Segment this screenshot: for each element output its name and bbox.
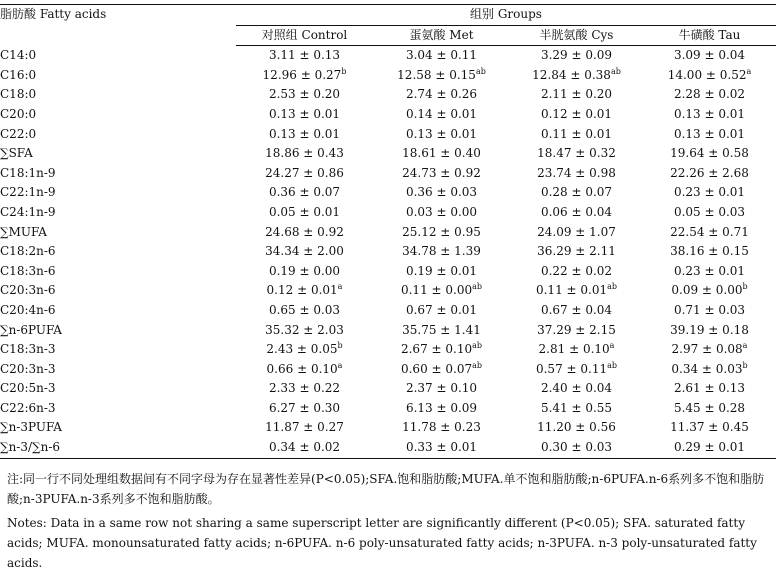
- fatty-acid-name: C18:3n-3: [0, 342, 56, 357]
- value-cell: [510, 183, 643, 203]
- table-row: [0, 66, 776, 86]
- fatty-acid-name: C16:0: [0, 67, 37, 82]
- table-row: [0, 301, 776, 321]
- table-row: [0, 46, 776, 66]
- cell-value: 0.13 ± 0.01: [268, 106, 341, 121]
- cell-value: 14.00 ± 0.52: [667, 67, 747, 82]
- table-body: [0, 46, 776, 458]
- cell-value: 0.11 ± 0.01: [535, 283, 608, 298]
- value-cell: [236, 399, 373, 419]
- cell-value: 0.57 ± 0.11: [535, 361, 608, 376]
- cell-value: 0.13 ± 0.01: [673, 106, 746, 121]
- value-cell: [236, 164, 373, 184]
- table-row: [0, 399, 776, 419]
- significance-letter: b: [742, 360, 748, 370]
- value-cell: [373, 242, 510, 262]
- table-row: [0, 203, 776, 223]
- value-cell: [643, 301, 776, 321]
- value-cell: [236, 340, 373, 360]
- value-cell: [643, 262, 776, 282]
- cell-value: 2.43 ± 0.05: [266, 342, 338, 357]
- value-cell: [373, 46, 510, 66]
- cell-value: 0.19 ± 0.00: [268, 263, 341, 278]
- fatty-acid-name: C18:3n-6: [0, 263, 56, 278]
- value-cell: [373, 321, 510, 341]
- cell-value: 0.13 ± 0.01: [673, 126, 746, 141]
- cell-value: 25.12 ± 0.95: [402, 224, 481, 239]
- value-cell: [643, 105, 776, 125]
- cell-value: 2.40 ± 0.04: [540, 381, 613, 396]
- fatty-acid-name: C18:0: [0, 87, 37, 102]
- value-cell: [373, 105, 510, 125]
- cell-value: 0.03 ± 0.00: [405, 204, 478, 219]
- column-header-cys: 半胱氨酸 Cys: [510, 25, 643, 46]
- table-row: [0, 418, 776, 438]
- cell-value: 2.74 ± 0.26: [405, 87, 478, 102]
- cell-value: 0.23 ± 0.01: [673, 263, 746, 278]
- table-notes: [7, 469, 771, 573]
- significance-letter: ab: [607, 282, 617, 292]
- cell-value: 2.33 ± 0.22: [268, 381, 341, 396]
- fatty-acid-name: C20:3n-3: [0, 361, 56, 376]
- value-cell: [373, 125, 510, 145]
- value-cell: [236, 203, 373, 223]
- value-cell: [643, 144, 776, 164]
- value-cell: [236, 46, 373, 66]
- value-cell: [373, 183, 510, 203]
- value-cell: [510, 66, 643, 86]
- cell-value: 24.68 ± 0.92: [265, 224, 344, 239]
- cell-value: 0.12 ± 0.01: [540, 106, 613, 121]
- cell-value: 0.05 ± 0.01: [268, 204, 341, 219]
- value-cell: [510, 379, 643, 399]
- value-cell: [236, 223, 373, 243]
- value-cell: [510, 203, 643, 223]
- value-cell: [236, 262, 373, 282]
- table-row: [0, 144, 776, 164]
- value-cell: [373, 262, 510, 282]
- value-cell: [510, 125, 643, 145]
- value-cell: [643, 281, 776, 301]
- cell-value: 0.36 ± 0.03: [405, 185, 478, 200]
- cell-value: 0.13 ± 0.01: [405, 126, 478, 141]
- cell-value: 0.11 ± 0.00: [400, 283, 473, 298]
- cell-value: 2.28 ± 0.02: [673, 87, 746, 102]
- value-cell: [236, 183, 373, 203]
- significance-letter: a: [609, 341, 615, 351]
- significance-letter: ab: [610, 66, 621, 76]
- header-fatty-acids: 脂肪酸 Fatty acids: [0, 5, 236, 46]
- note-chinese: 注:同一行不同处理组数据间有不同字母为存在显著性差异(P<0.05);SFA.饱和脂肪酸;MUFA.单不饱和脂肪酸;n-6PUFA.n-6系列多不饱和脂肪酸;n-3PUFA.n-3系列多不饱和脂肪酸。: [7, 472, 765, 506]
- table-row: [0, 379, 776, 399]
- cell-value: 0.34 ± 0.02: [268, 440, 341, 455]
- cell-value: 24.27 ± 0.86: [265, 165, 344, 180]
- cell-value: 34.78 ± 1.39: [402, 244, 481, 259]
- significance-letter: a: [337, 282, 343, 292]
- value-cell: [236, 144, 373, 164]
- cell-value: 0.11 ± 0.01: [540, 126, 613, 141]
- cell-value: 34.34 ± 2.00: [265, 244, 344, 259]
- significance-letter: ab: [472, 341, 482, 351]
- cell-value: 0.09 ± 0.00: [671, 283, 743, 298]
- value-cell: [643, 418, 776, 438]
- value-cell: [236, 438, 373, 458]
- cell-value: 0.67 ± 0.04: [540, 302, 613, 317]
- fatty-acid-name: C22:1n-9: [0, 185, 56, 200]
- table-row: [0, 360, 776, 380]
- significance-letter: a: [746, 66, 752, 76]
- cell-value: 18.61 ± 0.40: [402, 146, 481, 161]
- fatty-acid-name: ∑n-6PUFA: [0, 322, 62, 337]
- fatty-acid-name: C20:3n-6: [0, 283, 56, 298]
- value-cell: [643, 360, 776, 380]
- table-row: [0, 242, 776, 262]
- fatty-acid-name: ∑n-3/∑n-6: [0, 438, 236, 458]
- cell-value: 0.30 ± 0.03: [540, 440, 613, 455]
- cell-value: 0.28 ± 0.07: [540, 185, 613, 200]
- cell-value: 0.60 ± 0.07: [400, 361, 473, 376]
- cell-value: 12.96 ± 0.27: [262, 67, 342, 82]
- cell-value: 5.45 ± 0.28: [673, 400, 746, 415]
- value-cell: [510, 321, 643, 341]
- cell-value: 22.26 ± 2.68: [670, 165, 749, 180]
- value-cell: [643, 46, 776, 66]
- table-row: [0, 262, 776, 282]
- cell-value: 18.47 ± 0.32: [537, 146, 616, 161]
- value-cell: [373, 203, 510, 223]
- value-cell: [643, 125, 776, 145]
- value-cell: [643, 203, 776, 223]
- cell-value: 3.09 ± 0.04: [673, 48, 746, 63]
- value-cell: [236, 242, 373, 262]
- value-cell: [643, 399, 776, 419]
- cell-value: 19.64 ± 0.58: [670, 146, 749, 161]
- fatty-acid-name: ∑SFA: [0, 146, 33, 161]
- cell-value: 3.11 ± 0.13: [268, 48, 341, 63]
- value-cell: [643, 183, 776, 203]
- cell-value: 0.13 ± 0.01: [268, 126, 341, 141]
- cell-value: 11.78 ± 0.23: [402, 420, 481, 435]
- value-cell: [510, 301, 643, 321]
- cell-value: 23.74 ± 0.98: [537, 165, 616, 180]
- value-cell: [510, 438, 643, 458]
- significance-letter: ab: [472, 360, 482, 370]
- value-cell: [236, 379, 373, 399]
- value-cell: [373, 281, 510, 301]
- fatty-acid-name: C20:4n-6: [0, 302, 56, 317]
- value-cell: [510, 242, 643, 262]
- cell-value: 2.53 ± 0.20: [268, 87, 341, 102]
- value-cell: [510, 85, 643, 105]
- value-cell: [510, 144, 643, 164]
- value-cell: [643, 379, 776, 399]
- fatty-acid-name: C14:0: [0, 47, 37, 62]
- value-cell: [510, 399, 643, 419]
- cell-value: 39.19 ± 0.18: [670, 322, 749, 337]
- fatty-acid-name: C20:5n-3: [0, 381, 56, 396]
- cell-value: 0.06 ± 0.04: [540, 204, 613, 219]
- table-row: [0, 223, 776, 243]
- column-header-tau: 牛磺酸 Tau: [643, 25, 776, 46]
- cell-value: 2.37 ± 0.10: [405, 381, 478, 396]
- cell-value: 35.32 ± 2.03: [265, 322, 344, 337]
- cell-value: 12.84 ± 0.38: [532, 67, 611, 82]
- cell-value: 0.05 ± 0.03: [673, 204, 746, 219]
- cell-value: 24.09 ± 1.07: [537, 224, 616, 239]
- value-cell: [510, 262, 643, 282]
- value-cell: [643, 223, 776, 243]
- table-row: [0, 321, 776, 341]
- cell-value: 0.23 ± 0.01: [673, 185, 746, 200]
- value-cell: [510, 281, 643, 301]
- value-cell: [373, 164, 510, 184]
- cell-value: 0.34 ± 0.03: [671, 361, 743, 376]
- value-cell: [236, 360, 373, 380]
- cell-value: 0.29 ± 0.01: [673, 440, 746, 455]
- fatty-acid-name: C22:6n-3: [0, 400, 56, 415]
- cell-value: 6.13 ± 0.09: [405, 400, 478, 415]
- value-cell: [373, 399, 510, 419]
- cell-value: 6.27 ± 0.30: [268, 400, 341, 415]
- cell-value: 0.12 ± 0.01: [266, 283, 338, 298]
- value-cell: [236, 418, 373, 438]
- value-cell: [236, 281, 373, 301]
- cell-value: 0.66 ± 0.10: [266, 361, 338, 376]
- significance-letter: b: [337, 341, 343, 351]
- cell-value: 2.61 ± 0.13: [673, 381, 746, 396]
- cell-value: 2.67 ± 0.10: [400, 342, 473, 357]
- value-cell: [643, 321, 776, 341]
- fatty-acid-name: C18:1n-9: [0, 165, 56, 180]
- cell-value: 3.04 ± 0.11: [405, 48, 478, 63]
- value-cell: [643, 242, 776, 262]
- significance-letter: b: [341, 66, 347, 76]
- cell-value: 0.71 ± 0.03: [673, 302, 746, 317]
- table-row: [0, 85, 776, 105]
- value-cell: [236, 85, 373, 105]
- value-cell: [373, 66, 510, 86]
- fatty-acid-name: C20:0: [0, 106, 37, 121]
- value-cell: [373, 144, 510, 164]
- value-cell: [643, 66, 776, 86]
- cell-value: 37.29 ± 2.15: [537, 322, 616, 337]
- cell-value: 2.11 ± 0.20: [540, 87, 613, 102]
- value-cell: [510, 46, 643, 66]
- header-groups: 组别 Groups: [236, 5, 776, 26]
- cell-value: 3.29 ± 0.09: [540, 48, 613, 63]
- value-cell: [373, 360, 510, 380]
- value-cell: [236, 105, 373, 125]
- value-cell: [236, 125, 373, 145]
- cell-value: 0.36 ± 0.07: [268, 185, 341, 200]
- cell-value: 12.58 ± 0.15: [397, 67, 476, 82]
- fatty-acid-name: C18:2n-6: [0, 244, 56, 259]
- fatty-acid-name: ∑n-3PUFA: [0, 420, 62, 435]
- value-cell: [373, 85, 510, 105]
- table-row: [0, 164, 776, 184]
- table-row: [0, 340, 776, 360]
- value-cell: [236, 301, 373, 321]
- column-header-met: 蛋氨酸 Met: [373, 25, 510, 46]
- cell-value: 22.54 ± 0.71: [670, 224, 749, 239]
- significance-letter: a: [337, 360, 343, 370]
- significance-letter: ab: [472, 282, 482, 292]
- fatty-acid-name: C24:1n-9: [0, 204, 56, 219]
- fatty-acid-name: C22:0: [0, 126, 37, 141]
- significance-letter: ab: [607, 360, 617, 370]
- note-english: Notes: Data in a same row not sharing a same superscript letter are significantly different (P<0.05); SFA. saturated fatty acids; MUFA. monounsaturated fatty acids; n-6PUFA. n-6 poly-unsaturated fatty acids; n-3PUFA. n-3 poly-unsaturated fatty acids.: [7, 516, 757, 570]
- cell-value: 0.14 ± 0.01: [405, 106, 478, 121]
- value-cell: [236, 321, 373, 341]
- cell-value: 2.97 ± 0.08: [671, 342, 743, 357]
- cell-value: 11.37 ± 0.45: [670, 420, 749, 435]
- table-row: [0, 438, 776, 458]
- cell-value: 36.29 ± 2.11: [537, 244, 616, 259]
- table-row: [0, 125, 776, 145]
- significance-letter: a: [742, 341, 748, 351]
- value-cell: [510, 360, 643, 380]
- table-row: [0, 105, 776, 125]
- value-cell: [373, 418, 510, 438]
- table-row: [0, 281, 776, 301]
- cell-value: 0.67 ± 0.01: [405, 302, 478, 317]
- value-cell: [373, 438, 510, 458]
- cell-value: 2.81 ± 0.10: [538, 342, 610, 357]
- cell-value: 38.16 ± 0.15: [670, 244, 749, 259]
- cell-value: 18.86 ± 0.43: [265, 146, 344, 161]
- value-cell: [643, 85, 776, 105]
- value-cell: [373, 379, 510, 399]
- cell-value: 0.65 ± 0.03: [268, 302, 341, 317]
- value-cell: [643, 340, 776, 360]
- value-cell: [643, 438, 776, 458]
- cell-value: 11.20 ± 0.56: [537, 420, 616, 435]
- value-cell: [510, 223, 643, 243]
- value-cell: [510, 164, 643, 184]
- value-cell: [643, 164, 776, 184]
- value-cell: [373, 223, 510, 243]
- cell-value: 24.73 ± 0.92: [402, 165, 481, 180]
- cell-value: 0.19 ± 0.01: [405, 263, 478, 278]
- value-cell: [510, 418, 643, 438]
- value-cell: [510, 105, 643, 125]
- significance-letter: ab: [475, 66, 486, 76]
- fatty-acid-table: [0, 4, 776, 459]
- cell-value: 11.87 ± 0.27: [265, 420, 344, 435]
- value-cell: [373, 340, 510, 360]
- table-row: [0, 183, 776, 203]
- cell-value: 5.41 ± 0.55: [540, 400, 613, 415]
- cell-value: 0.22 ± 0.02: [540, 263, 613, 278]
- fatty-acid-name: ∑MUFA: [0, 224, 47, 239]
- column-header-control: 对照组 Control: [236, 25, 373, 46]
- value-cell: [510, 340, 643, 360]
- value-cell: [236, 66, 373, 86]
- significance-letter: b: [742, 282, 748, 292]
- cell-value: 35.75 ± 1.41: [402, 322, 481, 337]
- cell-value: 0.33 ± 0.01: [405, 440, 478, 455]
- value-cell: [373, 301, 510, 321]
